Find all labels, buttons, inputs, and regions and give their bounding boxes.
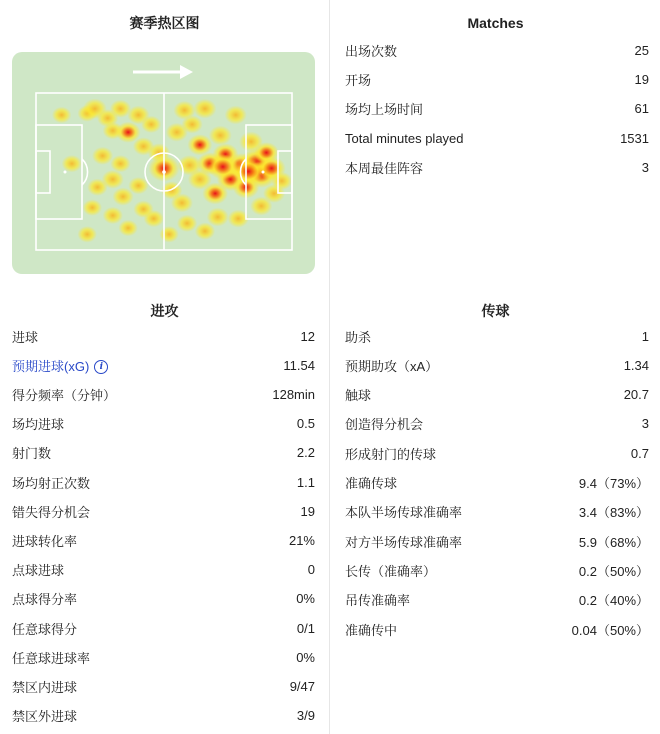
attack-stat-row[interactable] xyxy=(0,354,329,376)
heat-spot xyxy=(250,197,272,216)
left-column xyxy=(0,0,329,734)
attack-stat-row xyxy=(0,705,329,727)
attack-stat-value: 0.5 xyxy=(296,416,315,432)
matches-stat-value: 3 xyxy=(641,160,649,176)
attack-stat-value: 0 xyxy=(307,562,315,578)
heat-spot xyxy=(208,154,238,180)
heat-spot xyxy=(87,179,107,196)
passing-stat-value: 3 xyxy=(641,416,649,432)
matches-stat-row xyxy=(331,39,660,61)
passing-stat-row xyxy=(331,589,660,611)
attack-stat-label: 禁区内进球 xyxy=(12,679,78,695)
passing-stat-row xyxy=(331,472,660,494)
passing-stat-label: 触球 xyxy=(345,388,372,404)
matches-stat-label: 本周最佳阵容 xyxy=(345,161,424,177)
matches-stat-value: 25 xyxy=(634,42,649,58)
attack-stat-value: 11.54 xyxy=(283,357,315,373)
passing-stat-row xyxy=(331,384,660,406)
right-column xyxy=(331,0,660,734)
passing-stat-row xyxy=(331,618,660,640)
attack-stat-value: 9/47 xyxy=(289,678,315,694)
attack-stat-label: 禁区外进球 xyxy=(12,709,78,725)
heat-spot xyxy=(195,223,215,240)
heat-spot xyxy=(92,147,113,165)
passing-stat-label: 长传（准确率） xyxy=(345,563,437,579)
attack-stat-row xyxy=(0,413,329,435)
heat-spot xyxy=(171,194,193,213)
heat-spot xyxy=(62,155,82,172)
heat-spot xyxy=(83,199,102,215)
passing-stat-value: 5.9（68%） xyxy=(578,534,649,550)
matches-stat-value: 61 xyxy=(634,101,649,117)
attack-stat-label: 任意球进球率 xyxy=(12,650,91,666)
passing-title: 传球 xyxy=(481,303,510,319)
attack-stat-label: 点球进球 xyxy=(12,563,65,579)
attack-stat-row xyxy=(0,442,329,464)
passing-stat-value: 0.7 xyxy=(630,445,649,461)
passing-stat-label: 创造得分机会 xyxy=(345,417,424,433)
heat-spot xyxy=(103,207,123,224)
attack-stat-value: 0/1 xyxy=(296,620,315,636)
attack-stat-row xyxy=(0,529,329,551)
passing-stat-row xyxy=(331,354,660,376)
attack-stat-row xyxy=(0,325,329,347)
heat-spot xyxy=(159,226,178,242)
matches-stat-row xyxy=(331,127,660,149)
attack-stat-label: 点球得分率 xyxy=(12,592,78,608)
attack-stat-label: 进球 xyxy=(12,329,39,345)
passing-stat-label: 本队半场传球准确率 xyxy=(345,505,463,521)
matches-title: Matches xyxy=(467,15,524,31)
passing-stat-value: 0.04（50%） xyxy=(571,622,649,638)
attack-stat-label: 错失得分机会 xyxy=(12,504,91,520)
passing-stat-label: 吊传准确率 xyxy=(345,593,411,609)
right-penalty-spot xyxy=(262,171,265,174)
passing-stat-row xyxy=(331,501,660,523)
passing-stat-row xyxy=(331,442,660,464)
heatmap-title: 赛季热区图 xyxy=(129,15,200,31)
heat-spot xyxy=(207,208,229,227)
heat-spot xyxy=(144,210,164,227)
heat-spot xyxy=(141,116,161,133)
heat-spot xyxy=(177,215,197,232)
passing-stat-value: 9.4（73%） xyxy=(578,476,649,491)
passing-stat-label: 形成射门的传球 xyxy=(345,446,437,462)
attack-title: 进攻 xyxy=(150,303,179,319)
matches-stat-value: 19 xyxy=(634,71,649,87)
heat-spot xyxy=(182,115,203,133)
matches-stat-row xyxy=(331,68,660,90)
attack-stat-row xyxy=(0,617,329,639)
matches-stat-value: 1531 xyxy=(620,130,649,146)
attack-stat-value: 1.1 xyxy=(296,474,315,490)
attack-stat-label: 得分频率（分钟） xyxy=(12,387,117,403)
season-heatmap xyxy=(12,52,315,274)
matches-stat-label: 开场 xyxy=(345,72,372,88)
attack-stat-label: 进球转化率 xyxy=(12,533,78,549)
heat-spot xyxy=(110,155,130,172)
passing-stat-label: 准确传中 xyxy=(345,622,398,638)
matches-stat-label: 场均上场时间 xyxy=(345,102,424,118)
attack-stat-value: 19 xyxy=(300,503,315,519)
passing-stat-value: 20.7 xyxy=(623,387,649,403)
attack-stat-label: 任意球得分 xyxy=(12,621,78,637)
attack-stat-row xyxy=(0,500,329,522)
attack-stat-label: 场均射正次数 xyxy=(12,475,91,491)
attack-stat-value: 2.2 xyxy=(296,445,315,461)
passing-stat-row xyxy=(331,559,660,581)
column-divider xyxy=(329,0,330,734)
passing-stat-label: 预期助攻（xA） xyxy=(345,358,439,374)
attack-stat-label: 预期进球(xG) i xyxy=(12,356,108,375)
heat-spot xyxy=(78,226,97,242)
heat-spot xyxy=(209,126,232,146)
heat-spot xyxy=(52,107,71,123)
attack-stat-label: 射门数 xyxy=(12,446,52,462)
attack-stat-row xyxy=(0,471,329,493)
matches-stat-row xyxy=(331,157,660,179)
attack-stat-row xyxy=(0,588,329,610)
center-spot xyxy=(162,170,166,174)
passing-stat-value: 1.34 xyxy=(623,357,649,373)
heatmap-canvas xyxy=(12,52,315,274)
passing-stat-label: 对方半场传球准确率 xyxy=(345,534,463,550)
attack-stat-row xyxy=(0,559,329,581)
heat-spot xyxy=(118,220,137,236)
heat-spot xyxy=(225,106,247,125)
attack-stat-label: 场均进球 xyxy=(12,417,65,433)
heat-spot xyxy=(193,99,216,119)
passing-stat-row xyxy=(331,530,660,552)
attack-stat-row xyxy=(0,383,329,405)
attack-direction-arrow-icon xyxy=(133,65,193,79)
passing-stat-value: 3.4（83%） xyxy=(578,505,649,521)
passing-stat-label: 准确传球 xyxy=(345,476,398,491)
left-penalty-spot xyxy=(64,171,67,174)
info-icon[interactable]: i xyxy=(94,360,108,374)
attack-stat-value: 12 xyxy=(300,328,315,344)
attack-stat-row xyxy=(0,675,329,697)
heat-spot xyxy=(128,177,148,194)
passing-stat-row xyxy=(331,325,660,347)
attack-stat-value: 3/9 xyxy=(296,708,315,724)
passing-stat-value: 1 xyxy=(641,328,649,344)
attack-stat-value: 21% xyxy=(288,532,315,548)
heat-spot xyxy=(271,172,292,190)
matches-stat-row xyxy=(331,98,660,120)
matches-stat-label: 出场次数 xyxy=(345,43,398,59)
passing-stat-value: 0.2（50%） xyxy=(578,563,649,579)
attack-stat-value: 0% xyxy=(296,649,315,665)
passing-stat-row xyxy=(331,413,660,435)
attack-stat-value: 0% xyxy=(296,591,315,607)
heat-spot xyxy=(233,158,264,184)
passing-stat-value: 0.2（40%） xyxy=(578,593,649,609)
attack-stat-row xyxy=(0,646,329,668)
attack-stat-value: 128min xyxy=(272,386,315,402)
matches-stat-label: Total minutes played xyxy=(345,130,464,146)
heat-spot xyxy=(187,134,212,155)
passing-stat-label: 助杀 xyxy=(345,329,372,345)
